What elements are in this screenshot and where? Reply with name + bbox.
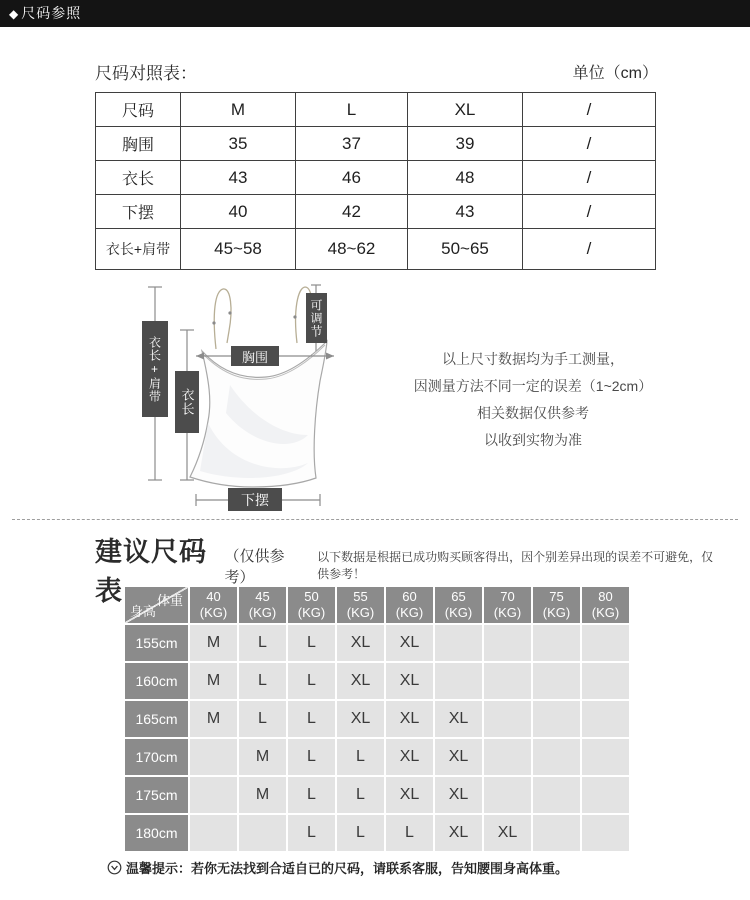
dashed-divider: [12, 519, 738, 520]
row-header: 尺码: [96, 93, 181, 127]
table-row: 175cm M L L XL XL: [125, 777, 629, 813]
note-line: 相关数据仅供参考: [477, 405, 589, 421]
label-bust: 胸围: [231, 346, 279, 366]
row-header: 下摆: [96, 195, 181, 229]
diamond-icon: ◆: [9, 7, 20, 21]
table-row: 胸围 35 37 39 /: [96, 127, 656, 161]
label-adjustable: 可调节: [306, 293, 327, 343]
header-row: 体重 身高 40 (KG) 45 (KG) 50 (KG) 55 (KG) 60 (KG) 65 (KG) 70 (KG) 75 (KG) 80 (KG): [125, 587, 629, 623]
section-title-bar: [0, 0, 750, 27]
label-hem: 下摆: [228, 488, 282, 511]
corner-height-label: 身高: [130, 604, 157, 619]
corner-weight-label: 体重: [156, 593, 183, 608]
size-table-heading: 尺码对照表：: [95, 64, 197, 83]
table-row: 160cm M L L XL XL: [125, 663, 629, 699]
table-row: 衣长+肩带 45~58 48~62 50~65 /: [96, 229, 656, 270]
note-line: 因测量方法不同一定的误差（1~2cm）: [413, 378, 653, 394]
size-comparison-table: [95, 92, 656, 270]
label-length: 衣长: [175, 371, 199, 433]
note-line: 以收到实物为准: [484, 432, 582, 448]
row-header: 衣长: [96, 161, 181, 195]
table-row: 尺码 M L XL /: [96, 93, 656, 127]
table-row: 170cm M L L XL XL: [125, 739, 629, 775]
section-title: 尺码参照: [21, 5, 82, 21]
table-row: 下摆 40 42 43 /: [96, 195, 656, 229]
unit-label: 单位（cm）: [572, 65, 658, 82]
row-header: 衣长+肩带: [96, 229, 181, 270]
row-header: 胸围: [96, 127, 181, 161]
suggest-heading-sub: （仅供参考）: [224, 548, 285, 586]
note-line: 以上尺寸数据均为手工测量，: [442, 351, 624, 367]
label-length-plus-strap: 衣长+肩带: [142, 321, 168, 417]
corner-cell: [125, 587, 188, 623]
table-row: 衣长 43 46 48 /: [96, 161, 656, 195]
warm-tip: [107, 858, 568, 877]
warm-tip-text: 温馨提示：若你无法找到合适自已的尺码，请联系客服，告知腰围身高体重。: [126, 861, 569, 876]
table-row: 155cm M L L XL XL: [125, 625, 629, 661]
garment-measure-diagram: [130, 283, 350, 523]
chevron-down-circle-icon: [107, 860, 122, 875]
table-row: 180cm L L L XL XL: [125, 815, 629, 851]
measurement-notes: [368, 346, 698, 454]
table-row: 165cm M L L XL XL XL: [125, 701, 629, 737]
suggested-size-table: [123, 585, 631, 853]
suggest-heading-note: 以下数据是根据已成功购买顾客得出，因个别差异出现的误差不可避免，仅供参考！: [317, 550, 714, 581]
suggest-heading: 建议尺码表: [95, 537, 207, 606]
